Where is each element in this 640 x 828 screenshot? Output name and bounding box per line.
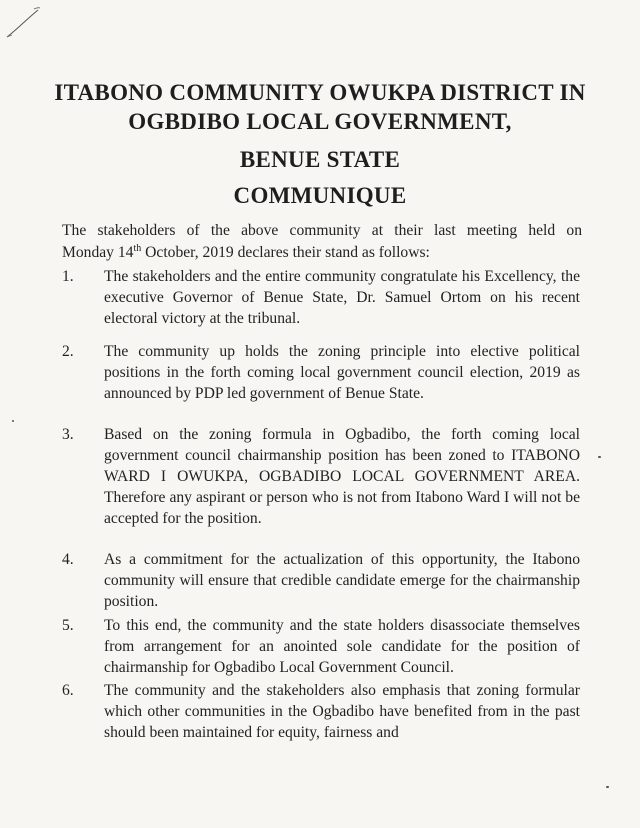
document-heading-communique: COMMUNIQUE xyxy=(233,183,407,208)
item-number: 3. xyxy=(62,426,74,443)
item-text: The community and the stakeholders also emphasis that zoning formular which other communities in the Ogbadibo have benefited from in the past should been maintained for equity, fairness and xyxy=(104,682,580,741)
item-number: 4. xyxy=(62,551,74,568)
item-text: Based on the zoning formula in Ogbadibo, the forth coming local government council chairmanship position has been zoned to ITABONO WARD I OWUKPA, OGBADIBO LOCAL GOVERNMENT AREA. Therefore any aspirant or person who is not from Itabono Ward I will not be accepted for the position. xyxy=(104,426,580,527)
item-text: The stakeholders and the entire community congratulate his Excellency, the executive Governor of Benue State, Dr. Samuel Ortom on his recent electoral victory at the tribunal. xyxy=(104,268,580,327)
scan-speck xyxy=(12,420,14,422)
document-title-line-3: BENUE STATE xyxy=(239,147,401,172)
scan-speck xyxy=(598,456,601,458)
scan-speck xyxy=(606,786,609,788)
intro-paragraph xyxy=(62,220,582,264)
intro-superscript: th xyxy=(133,242,142,254)
item-number: 2. xyxy=(62,343,74,360)
document-title-line-2: OGBDIBO LOCAL GOVERNMENT, xyxy=(128,109,512,134)
pen-stroke-mark xyxy=(4,4,44,40)
item-number: 5. xyxy=(62,617,74,634)
intro-line-1: The stakeholders of the above community at their last meeting held on xyxy=(62,222,582,239)
item-text: As a commitment for the actualization of this opportunity, the Itabono community will ensure that credible candidate emerge for the chairmanship position. xyxy=(104,551,580,610)
document-title-line-1: ITABONO COMMUNITY OWUKPA DISTRICT IN xyxy=(54,80,586,105)
item-number: 6. xyxy=(62,682,74,699)
intro-line-2-end: October, 2019 declares their stand as follows: xyxy=(141,244,430,261)
item-number: 1. xyxy=(62,268,74,285)
intro-line-2-start: Monday 14 xyxy=(62,244,134,261)
item-text: To this end, the community and the state holders disassociate themselves from arrangement for an anointed sole candidate for the position of chairmanship for Ogbadibo Local Government Council. xyxy=(104,617,580,676)
item-text: The community up holds the zoning principle into elective political positions in the forth coming local government council election, 2019 as announced by PDP led government of Benue State. xyxy=(104,343,580,402)
